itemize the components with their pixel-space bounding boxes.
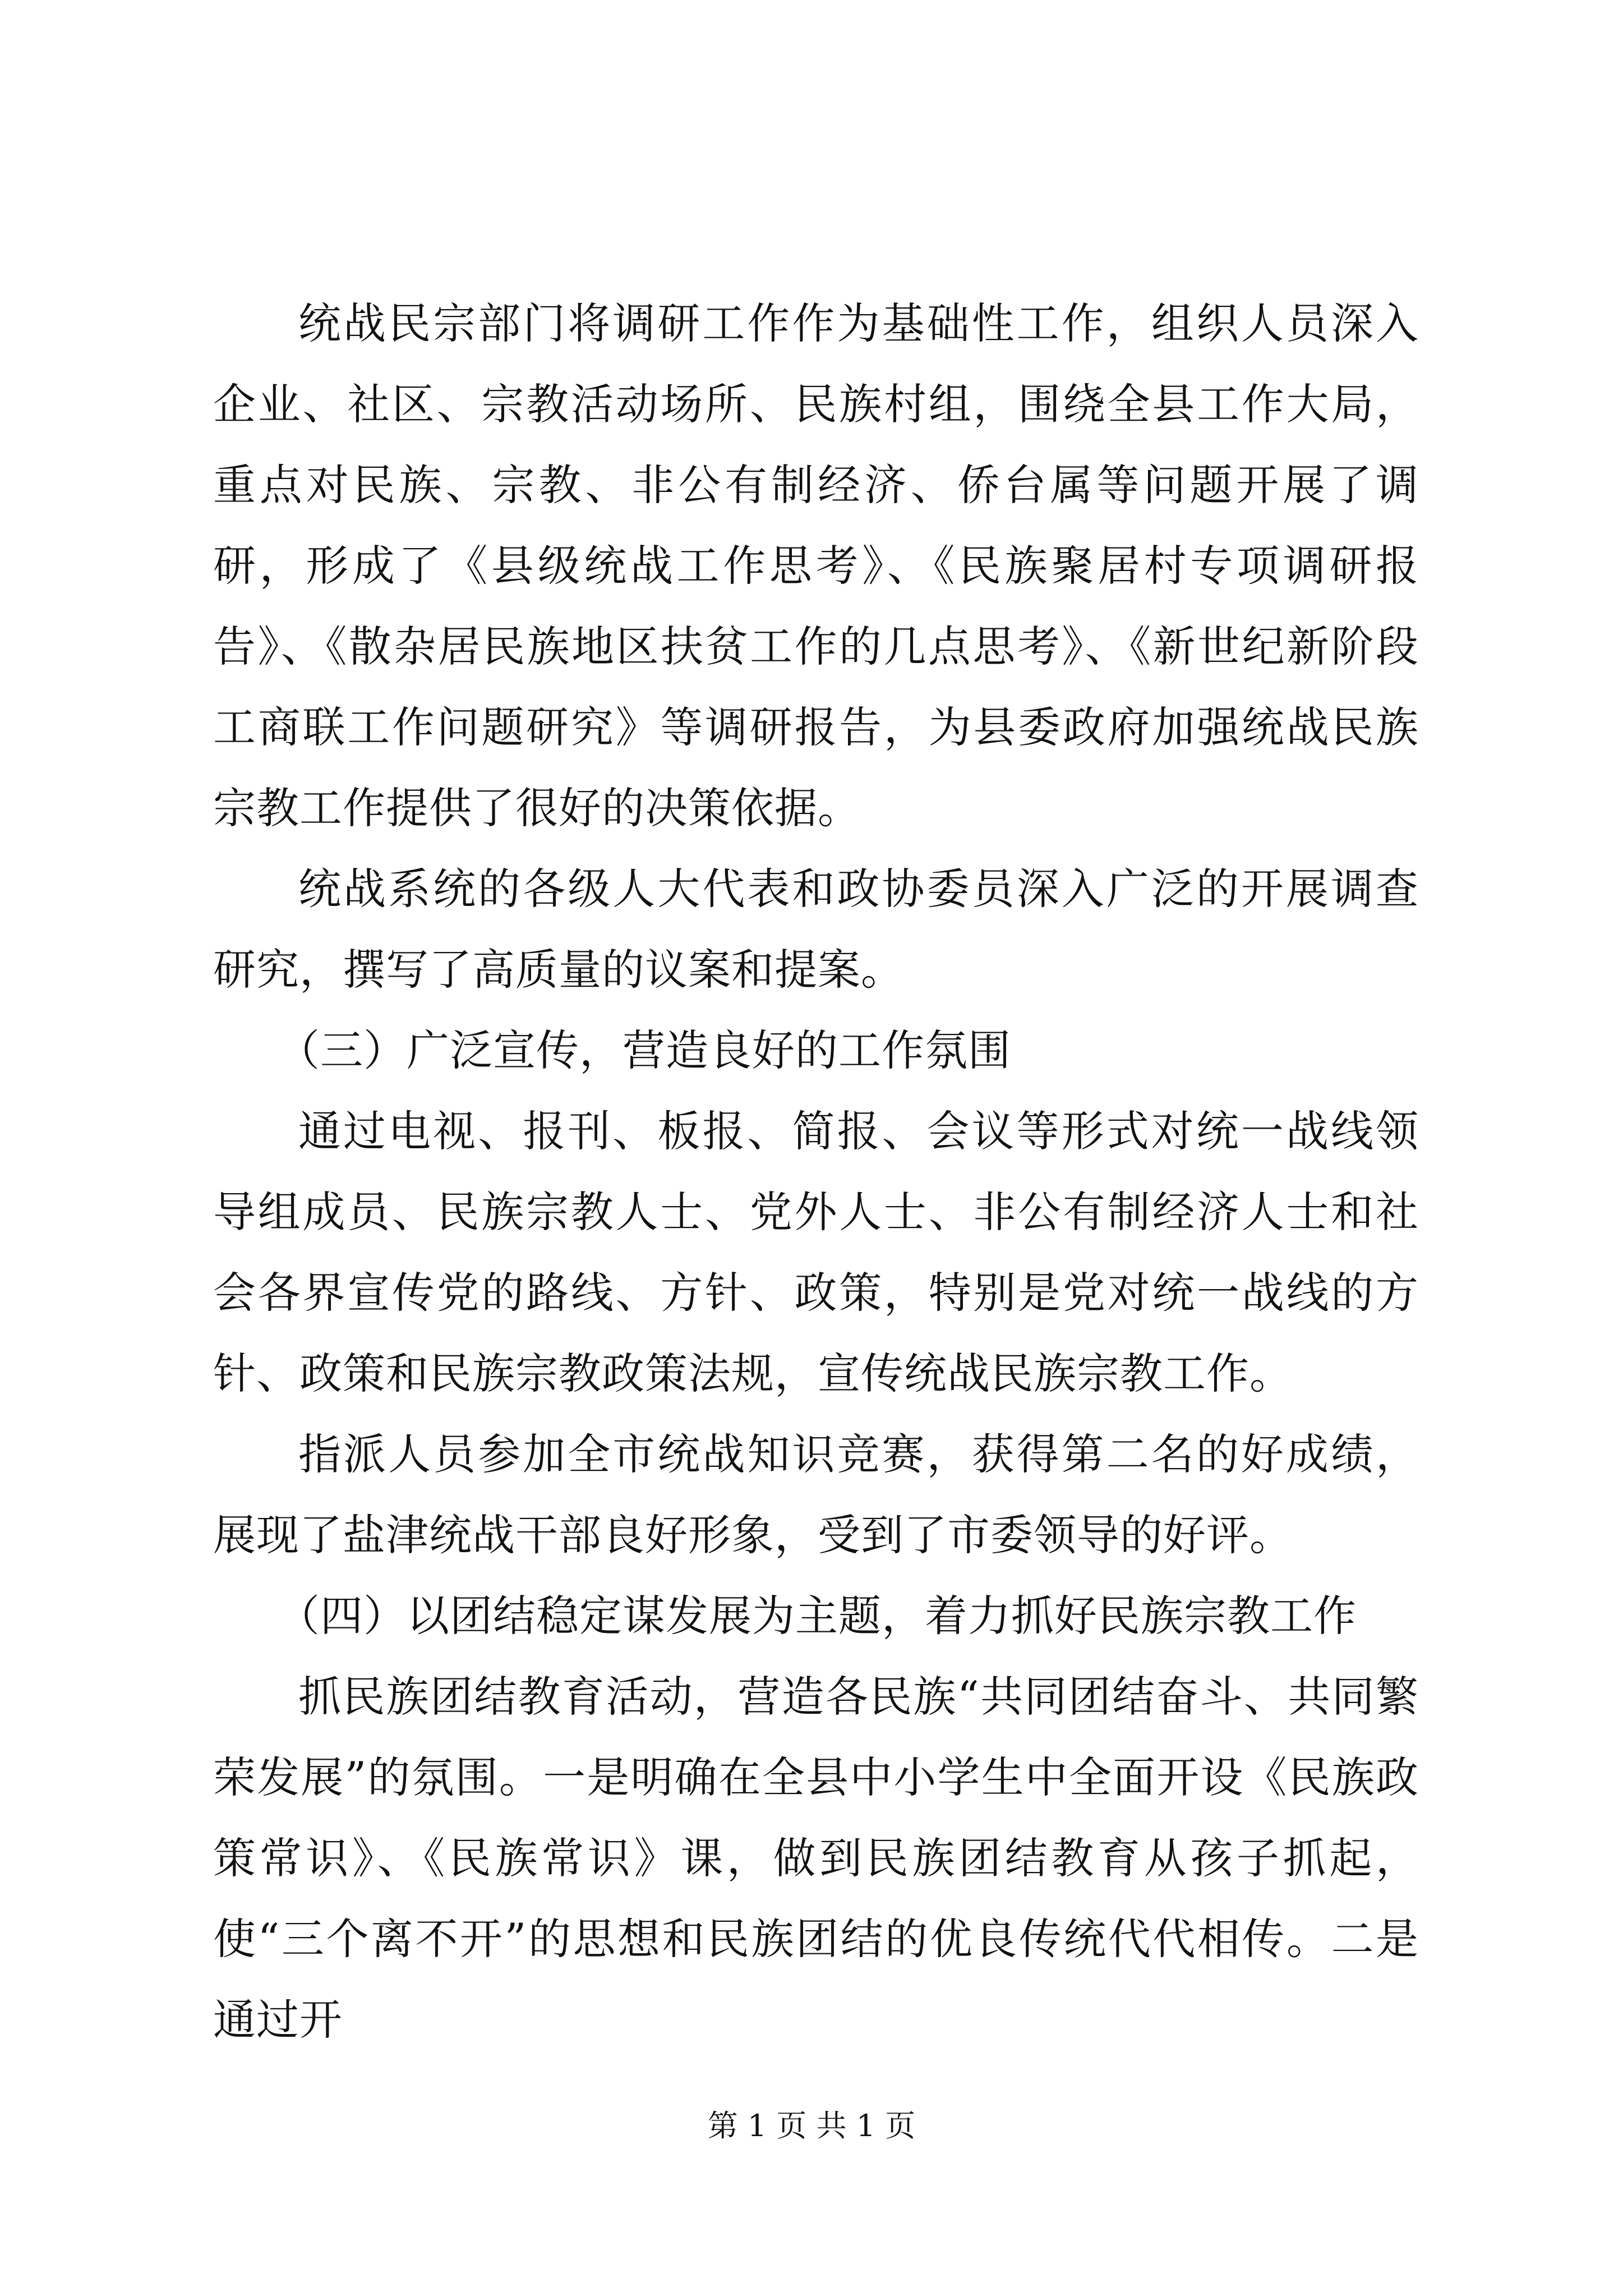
paragraph-research-work: 统战民宗部门将调研工作作为基础性工作，组织人员深入企业、社区、宗教活动场所、民族村组，围绕全县工作大局，重点对民族、宗教、非公有制经济、侨台属等问题开展了调研，形成了《县级统战工作思考》、《民族聚居村专项调研报告》、《散杂居民族地区扶贫工作的几点思考》、《新世纪新阶段工商联工作问题研究》等调研报告，为县委政府加强统战民族宗教工作提供了很好的决策依据。 <box>213 298 1419 833</box>
section-heading-3: （三）广泛宣传，营造良好的工作氛围 <box>277 1025 1011 1075</box>
paragraph-deputies-research: 统战系统的各级人大代表和政协委员深入广泛的开展调查研究，撰写了高质量的议案和提案。 <box>213 864 1419 995</box>
paragraph-competition: 指派人员参加全市统战知识竞赛，获得第二名的好成绩，展现了盐津统战干部良好形象，受到了市委领导的好评。 <box>213 1429 1419 1560</box>
page-footer: 第 1 页 共 1 页 <box>707 2108 916 2143</box>
section-heading-4: （四）以团结稳定谋发展为主题，着力抓好民族宗教工作 <box>277 1591 1357 1641</box>
paragraph-unity-education: 抓民族团结教育活动，营造各民族“共同团结奋斗、共同繁荣发展”的氛围。一是明确在全县中小学生中全面开设《民族政策常识》、《民族常识》课，做到民族团结教育从孩子抓起，使“三个离不开”的思想和民族团结的优良传统代代相传。二是通过开 <box>213 1672 1419 2045</box>
paragraph-publicity: 通过电视、报刊、板报、简报、会议等形式对统一战线领导组成员、民族宗教人士、党外人士、非公有制经济人士和社会各界宣传党的路线、方针、政策，特别是党对统一战线的方针、政策和民族宗教政策法规，宣传统战民族宗教工作。 <box>213 1106 1419 1398</box>
document-body <box>213 283 1419 2060</box>
